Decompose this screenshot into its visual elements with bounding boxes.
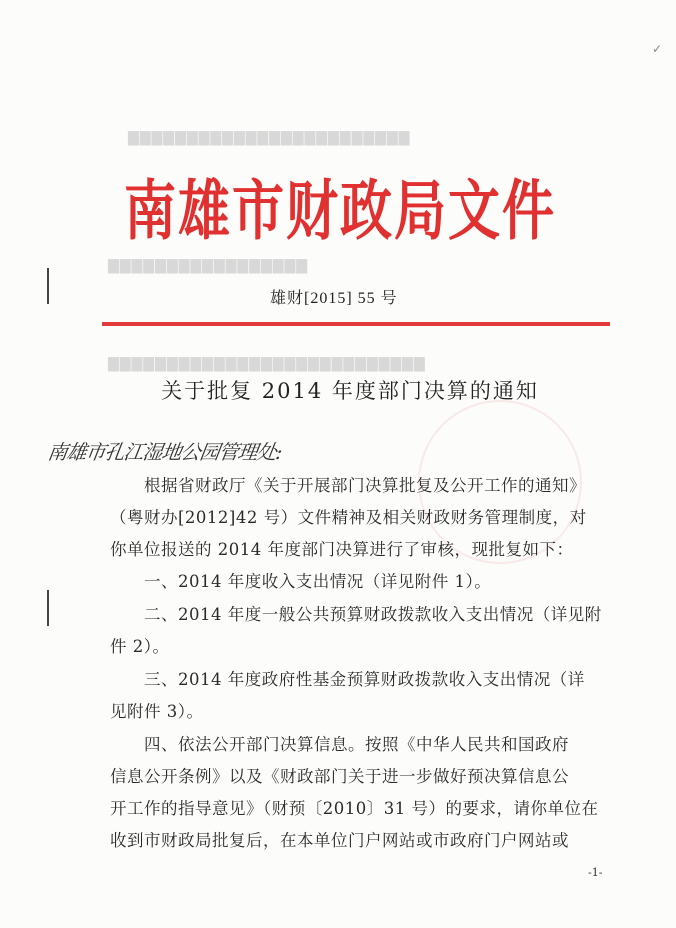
bleed-through-line: ▇▇▇▇▇▇▇▇▇▇▇▇▇▇▇▇▇ xyxy=(108,258,309,274)
binding-mark xyxy=(47,268,49,304)
body-line: 信息公开条例》以及《财政部门关于进一步做好预决算信息公 xyxy=(110,767,569,786)
handwritten-recipient: 南雄市孔江湿地公园管理处: xyxy=(46,440,284,464)
body-line: 一、2014 年度收入支出情况（详见附件 1）。 xyxy=(144,572,492,591)
binding-mark xyxy=(47,590,49,626)
bleed-through-line: ▇▇▇▇▇▇▇▇▇▇▇▇▇▇▇▇▇▇▇▇▇▇▇▇ xyxy=(128,130,411,146)
body-line: 二、2014 年度一般公共预算财政拨款收入支出情况（详见附 xyxy=(144,605,602,624)
body-line: 四、依法公开部门决算信息。按照《中华人民共和国政府 xyxy=(144,735,569,754)
body-line: 你单位报送的 2014 年度部门决算进行了审核，现批复如下： xyxy=(110,540,574,559)
issuer-title: 南雄市财政局文件 xyxy=(123,173,556,250)
corner-mark: ✓ xyxy=(652,42,663,56)
body-line: 开工作的指导意见》（财预〔2010〕31 号）的要求，请你单位在 xyxy=(110,799,599,818)
body-line: （粤财办[2012]42 号）文件精神及相关财政财务管理制度，对 xyxy=(110,508,587,527)
bleed-through-line: ▇▇▇▇▇▇▇▇▇▇▇▇▇▇▇▇▇▇▇▇▇▇▇▇▇▇▇ xyxy=(108,356,426,372)
page-number: -1- xyxy=(588,866,603,879)
document-number: 雄财[2015] 55 号 xyxy=(270,290,398,307)
notice-title: 关于批复 2014 年度部门决算的通知 xyxy=(161,379,539,403)
body-line: 件 2）。 xyxy=(110,637,170,656)
body-line: 根据省财政厅《关于开展部门决算批复及公开工作的通知》 xyxy=(144,476,586,495)
body-line: 见附件 3）。 xyxy=(110,702,204,721)
body-line: 收到市财政局批复后，在本单位门户网站或市政府门户网站或 xyxy=(110,831,569,850)
red-divider xyxy=(102,322,610,326)
body-line: 三、2014 年度政府性基金预算财政拨款收入支出情况（详 xyxy=(144,670,585,689)
